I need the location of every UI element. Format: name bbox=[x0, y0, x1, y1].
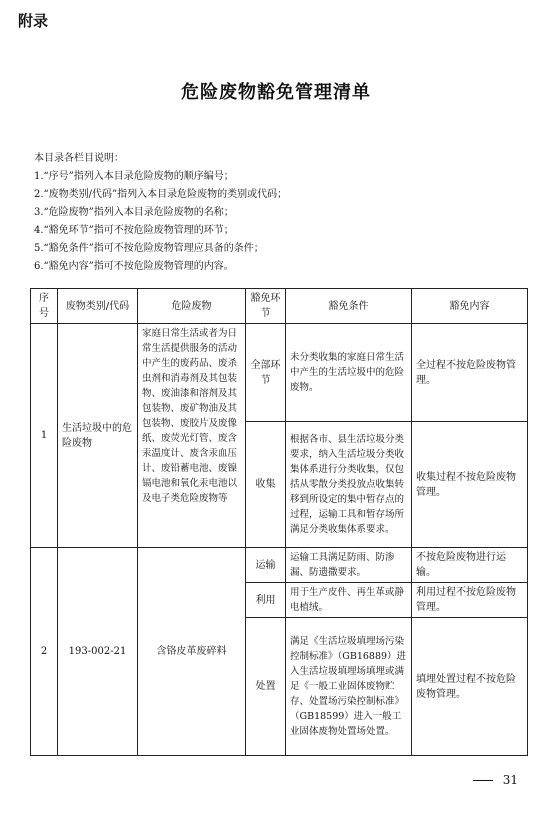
page-dash bbox=[473, 780, 493, 781]
appendix-label: 附录 bbox=[18, 12, 49, 30]
intro-notes bbox=[34, 150, 287, 276]
row1-condition-collect: 根据各市、县生活垃圾分类要求，纳入生活垃圾分类收集体系进行分类收集，仅包括从零散分类投放点收集转移到所设定的集中暂存点的过程，运输工具和暂存场所满足分类收集体系要求。 bbox=[286, 422, 412, 548]
header-stage: 豁免环节 bbox=[246, 289, 286, 324]
page-number bbox=[473, 773, 518, 787]
table-header-row bbox=[31, 289, 528, 324]
row2-content-use: 利用过程不按危险废物管理。 bbox=[412, 583, 528, 618]
intro-line: 1.“序号”指列入本目录危险废物的顺序编号； bbox=[34, 171, 234, 182]
intro-line: 2.“废物类别/代码”指列入本目录危险废物的类别或代码； bbox=[34, 189, 288, 200]
row1-stage-all: 全部环节 bbox=[246, 324, 286, 422]
row2-condition-transport: 运输工具满足防雨、防渗漏、防遗撒要求。 bbox=[286, 548, 412, 583]
exemption-table bbox=[30, 288, 528, 756]
row1-no: 1 bbox=[31, 324, 58, 548]
row1-content-collect: 收集过程不按危险废物管理。 bbox=[412, 422, 528, 548]
row1-waste: 家庭日常生活或者为日常生活提供服务的活动中产生的废药品、废杀虫剂和消毒剂及其包装物、废油漆和溶剂及其包装物、废矿物油及其包装物、废胶片及废像纸、废荧光灯管、废含汞温度计、废含汞血压计、废铅蓄电池、废镍镉电池和氧化汞电池以及电子类危险废物等 bbox=[138, 324, 246, 548]
header-category: 废物类别/代码 bbox=[58, 289, 138, 324]
header-content: 豁免内容 bbox=[412, 289, 528, 324]
intro-line: 6.“豁免内容”指可不按危险废物管理的内容。 bbox=[34, 261, 234, 272]
row2-waste: 含铬皮革废碎料 bbox=[138, 548, 246, 756]
table-row bbox=[31, 548, 528, 583]
header-no: 序号 bbox=[31, 289, 58, 324]
row2-content-dispose: 填埋处置过程不按危险废物管理。 bbox=[412, 618, 528, 756]
intro-line: 3.“危险废物”指列入本目录危险废物的名称； bbox=[34, 207, 234, 218]
row1-stage-collect: 收集 bbox=[246, 422, 286, 548]
row1-category: 生活垃圾中的危险废物 bbox=[58, 324, 138, 548]
intro-line: 5.“豁免条件”指可不按危险废物管理应具备的条件； bbox=[34, 243, 264, 254]
row2-condition-dispose: 满足《生活垃圾填埋场污染控制标准》（GB16889）进入生活垃圾填埋场填埋或满足《一般工业固体废物贮存、处置场污染控制标准》（GB18599）进入一般工业固体废物处置场处置。 bbox=[286, 618, 412, 756]
row2-condition-use: 用于生产皮件、再生革或静电植绒。 bbox=[286, 583, 412, 618]
intro-line: 本目录各栏目说明： bbox=[34, 153, 124, 164]
document-title: 危险废物豁免管理清单 bbox=[181, 82, 371, 103]
table-row bbox=[31, 324, 528, 422]
page-number-value: 31 bbox=[502, 773, 518, 787]
row2-no: 2 bbox=[31, 548, 58, 756]
row2-stage-transport: 运输 bbox=[246, 548, 286, 583]
row2-stage-dispose: 处置 bbox=[246, 618, 286, 756]
row2-category: 193-002-21 bbox=[58, 548, 138, 756]
row2-content-transport: 不按危险废物进行运输。 bbox=[412, 548, 528, 583]
intro-line: 4.“豁免环节”指可不按危险废物管理的环节； bbox=[34, 225, 234, 236]
header-waste: 危险废物 bbox=[138, 289, 246, 324]
header-condition: 豁免条件 bbox=[286, 289, 412, 324]
row1-condition-all: 未分类收集的家庭日常生活中产生的生活垃圾中的危险废物。 bbox=[286, 324, 412, 422]
row2-stage-use: 利用 bbox=[246, 583, 286, 618]
row1-content-all: 全过程不按危险废物管理。 bbox=[412, 324, 528, 422]
